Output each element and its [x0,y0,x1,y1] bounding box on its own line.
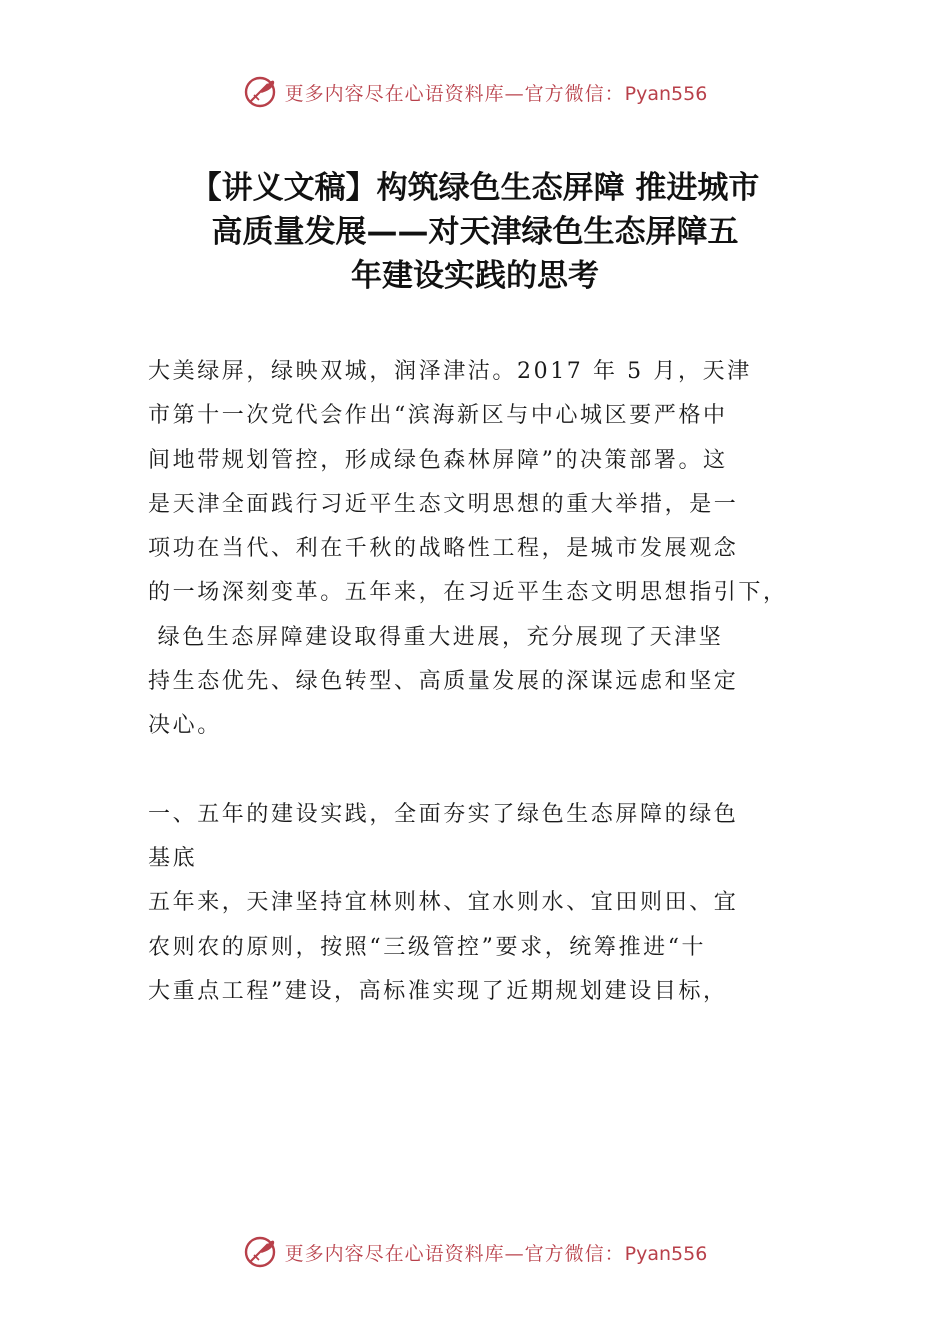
quill-pen-logo-icon [243,75,277,109]
paragraph-spacer [148,749,838,793]
paragraph-intro [148,350,838,749]
text-line: 五年来，天津坚持宜林则林、宜水则水、宜田则田、宜 [148,890,739,916]
text-line: 绿色生态屏障建设取得重大进展，充分展现了天津坚 [148,624,724,650]
text-line: 是天津全面践行习近平生态文明思想的重大举措，是一 [148,491,739,517]
quill-pen-logo-icon [243,1235,277,1269]
title-line: 【讲义文稿】构筑绿色生态屏障 推进城市 [190,170,760,206]
watermark-wechat-id: Pyan556 [624,1242,708,1265]
title-line: 高质量发展——对天津绿色生态屏障五 [211,214,739,250]
heading-line: 一、五年的建设实践，全面夯实了绿色生态屏障的绿色 [148,801,739,827]
watermark-text [285,79,708,106]
text-line: 的一场深刻变革。五年来，在习近平生态文明思想指引下， [148,580,788,606]
text-line: 持生态优先、绿色转型、高质量发展的深谋远虑和坚定 [148,669,739,695]
text-line: 市第十一次党代会作出“滨海新区与中心城区要严格中 [148,403,728,429]
header-watermark [0,72,950,112]
document-body [148,350,838,1014]
text-line: 大美绿屏，绿映双城，润泽津沽。2017 年 5 月，天津 [148,359,752,384]
heading-line: 基底 [148,845,198,871]
title-line: 年建设实践的思考 [351,258,599,294]
paragraph-section-1 [148,881,838,1014]
section-heading-1 [148,793,838,882]
text-line: 农则农的原则，按照“三级管控”要求，统筹推进“十 [148,934,707,960]
footer-watermark [0,1232,950,1272]
text-line: 项功在当代、利在千秋的战略性工程，是城市发展观念 [148,536,739,562]
watermark-text [285,1239,708,1266]
text-line: 间地带规划管控，形成绿色森林屏障”的决策部署。这 [148,447,728,473]
watermark-label: 更多内容尽在心语资料库—官方微信： [284,1242,625,1265]
watermark-label: 更多内容尽在心语资料库—官方微信： [284,82,625,105]
text-line: 大重点工程”建设，高标准实现了近期规划建设目标， [148,978,728,1004]
document-title [110,166,840,298]
watermark-wechat-id: Pyan556 [624,82,708,105]
text-line: 决心。 [148,713,222,739]
